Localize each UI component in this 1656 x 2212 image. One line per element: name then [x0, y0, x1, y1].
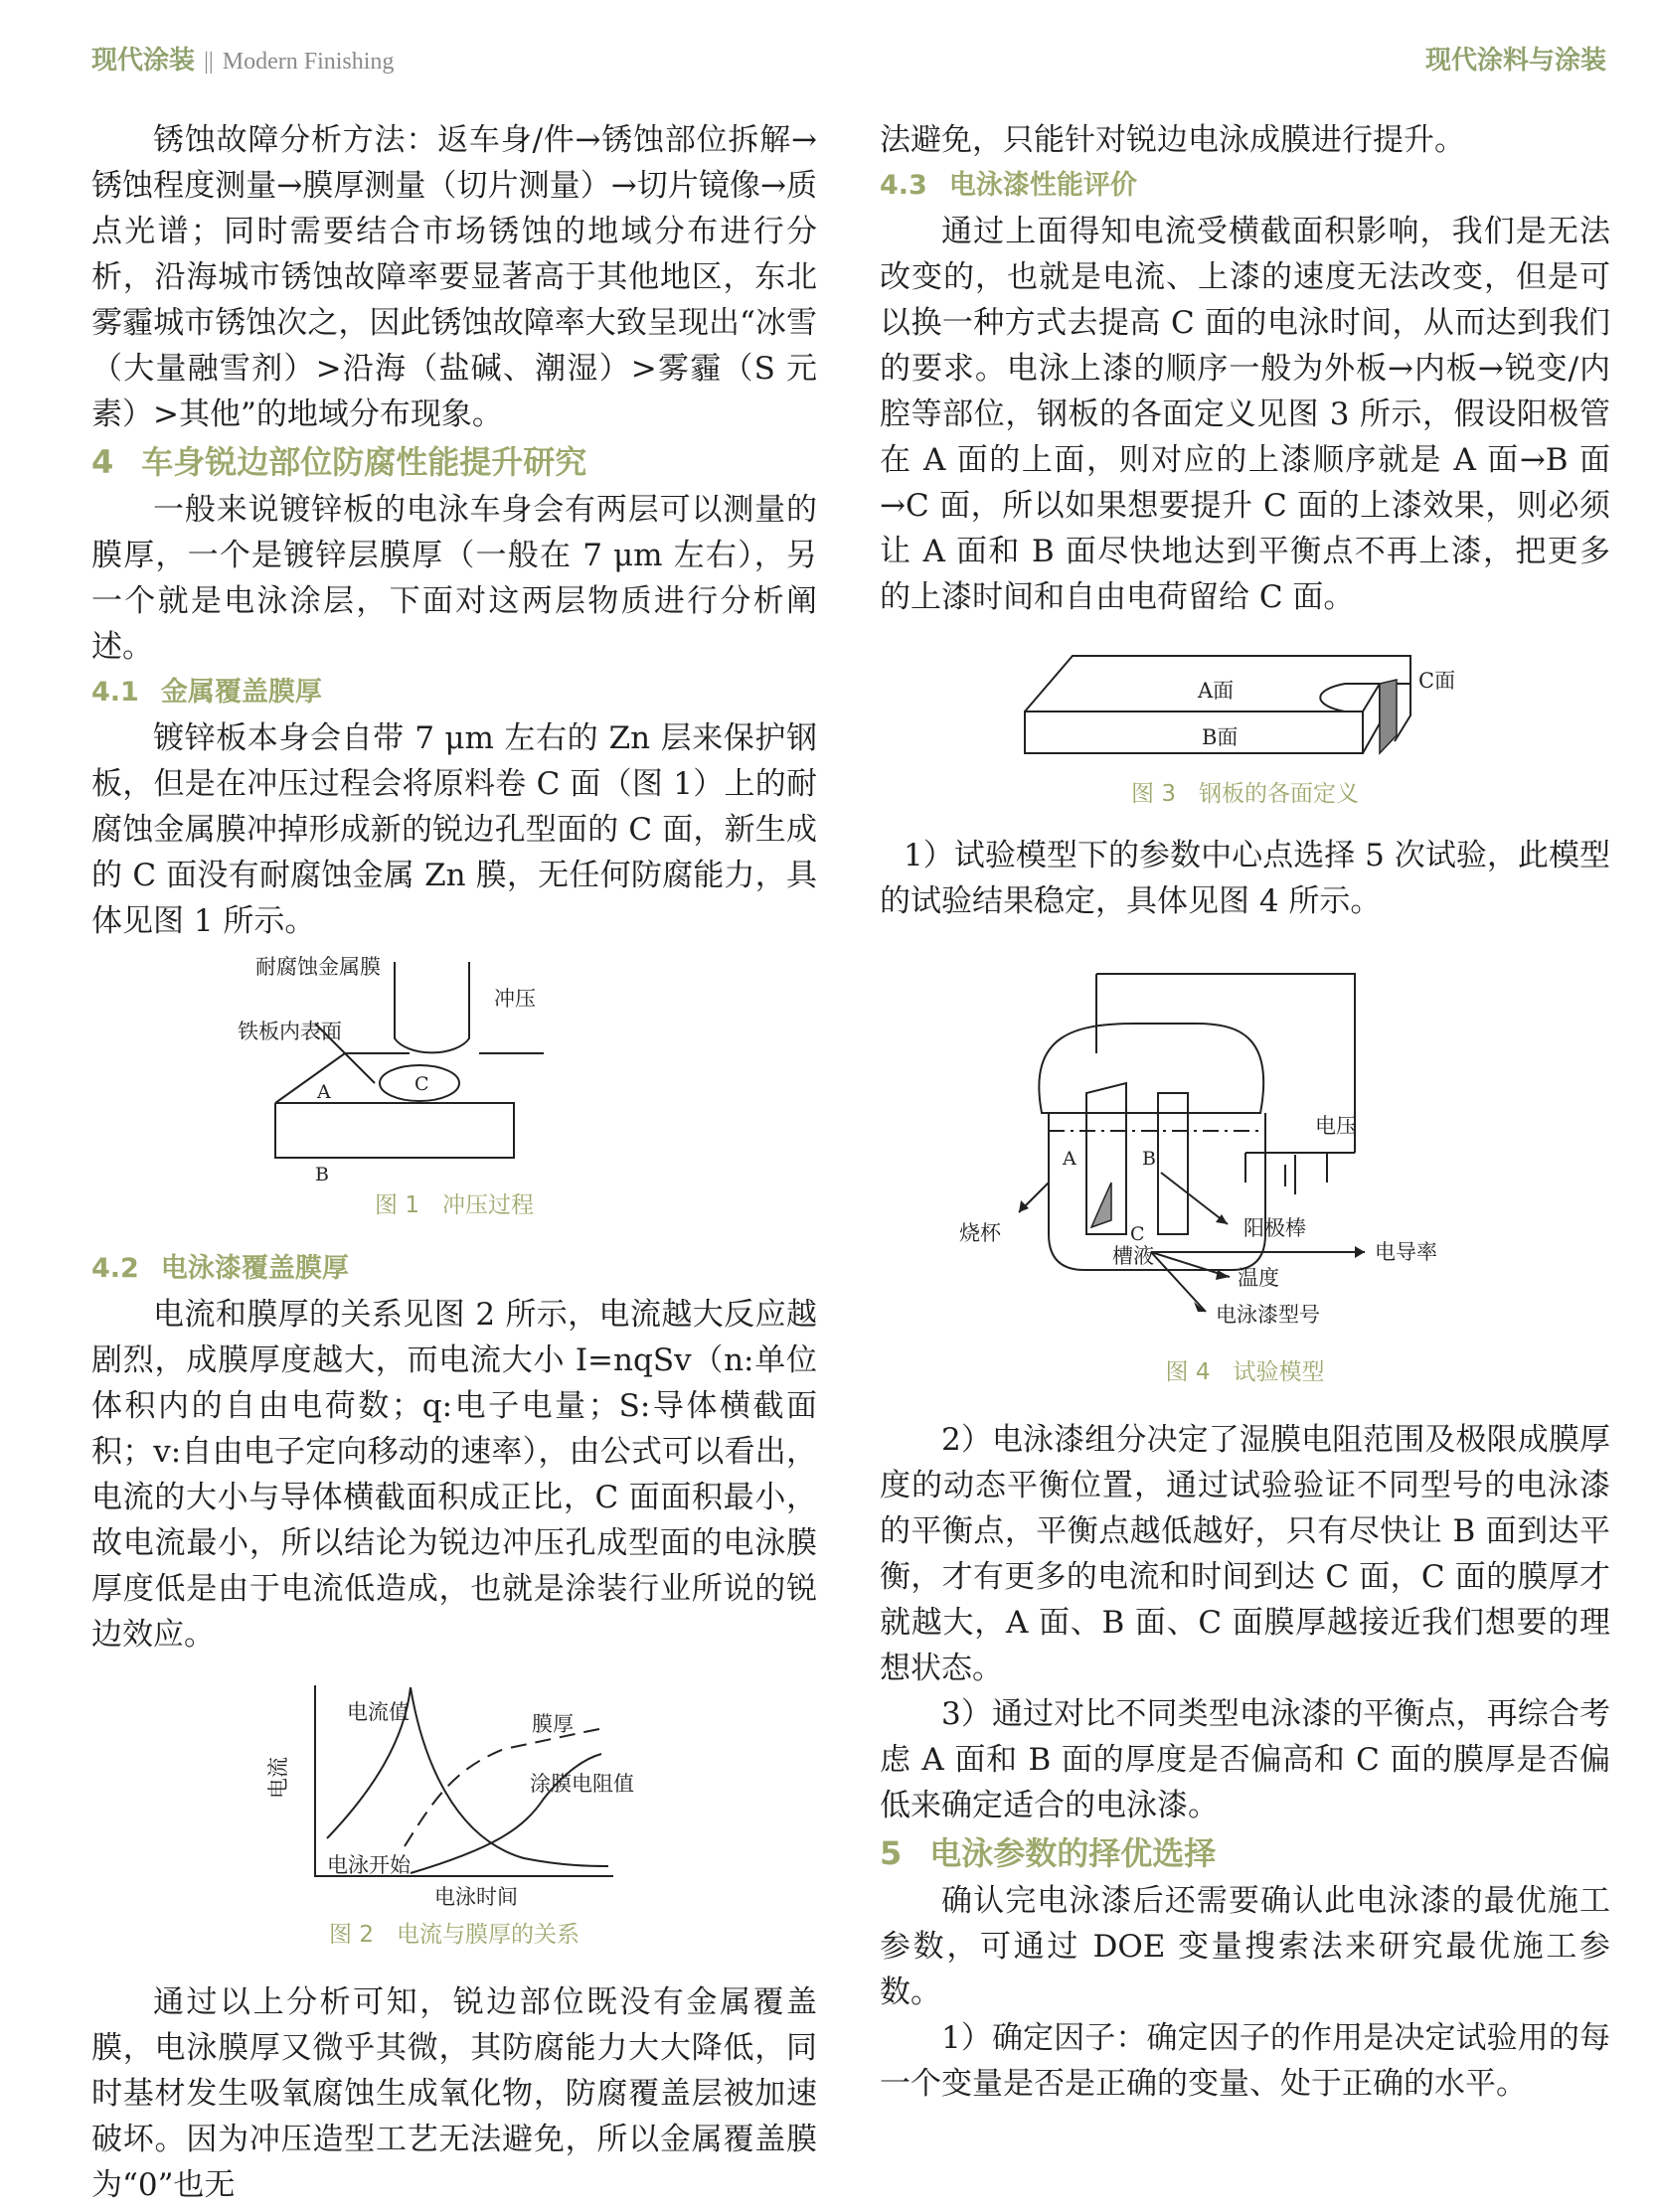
label-anode-rod: 阳极棒 [1242, 1216, 1306, 1240]
label-face-a: A面 [1197, 679, 1234, 703]
label-a: A [317, 1081, 331, 1103]
figure-3-caption: 图 3 钢板的各面定义 [1131, 781, 1359, 807]
paragraph: 通过以上分析可知，锐边部位既没有金属覆盖膜，电泳膜厚又微乎其微，其防腐能力大大降低，同时基材发生吸氧腐蚀生成氧化物，防腐覆盖层被加速破坏。因为冲压造型工艺无法避免，所以金属覆盖膜为“0”也无 [91, 1984, 817, 2203]
left-column [91, 117, 817, 2208]
label-bath: 槽液 [1111, 1244, 1154, 1268]
label-c: C [1129, 1223, 1145, 1245]
paragraph: 一般来说镀锌板的电泳车身会有两层可以测量的膜厚，一个是镀锌层膜厚（一般在 7 μm 左右），另一个就是电泳涂层，下面对这两层物质进行分析阐述。 [91, 492, 817, 665]
figure-1-punching-diagram [238, 944, 653, 1185]
section-heading-4: 4 车身锐边部位防腐性能提升研究 [91, 443, 587, 481]
journal-name-cn: 现代涂装 [91, 46, 196, 76]
paragraph: 法避免，只能针对锐边电泳成膜进行提升。 [880, 122, 1465, 158]
label-voltage: 电压 [1314, 1114, 1357, 1138]
paragraph: 锈蚀故障分析方法：返车身/件→锈蚀部位拆解→锈蚀程度测量→膜厚测量（切片测量）→切片镜像→质点光谱；同时需要结合市场锈蚀的地域分布进行分析，沿海城市锈蚀故障率要显著高于其他地区，东北雾霾城市锈蚀次之，因此锈蚀故障率大致呈现出“冰雪（大量融雪剂）>沿海（盐碱、潮湿）>雾霾（S 元素）>其他”的地域分布现象。 [91, 122, 817, 432]
label-b: B [315, 1164, 329, 1185]
label-face-c: C面 [1417, 669, 1455, 693]
header-separator: || [204, 49, 214, 75]
paragraph: 2）电泳漆组分决定了湿膜电阻范围及极限成膜厚度的动态平衡位置，通过试验验证不同型号的电泳漆的平衡点，平衡点越低越好，只有尽快让 B 面到达平衡，才有更多的电流和时间到达 C 面，C 面的膜厚才就越大，A 面、B 面、C 面膜厚越接近我们想要的理想状态。 [880, 1422, 1610, 1686]
x-axis-label: 电泳时间 [434, 1885, 518, 1909]
y-axis-label: 电流 [266, 1757, 290, 1799]
label-resistance: 涂膜电阻值 [530, 1772, 634, 1796]
right-column [880, 117, 1610, 2107]
label-paint-type: 电泳漆型号 [1215, 1303, 1320, 1327]
figure-1-caption: 图 1 冲压过程 [375, 1192, 534, 1218]
figure-4-test-model [937, 974, 1554, 1351]
paragraph: 镀锌板本身会自带 7 μm 左右的 Zn 层来保护钢板，但是在冲压过程会将原料卷 C 面（图 1）上的耐腐蚀金属膜冲掉形成新的锐边孔型面的 C 面，新生成的 C 面没有耐腐蚀金属 Zn 膜，无任何防腐能力，具体见图 1 所示。 [91, 720, 817, 939]
paragraph: 确认完电泳漆后还需要确认此电泳漆的最优施工参数，可通过 DOE 变量搜索法来研究最优施工参数。 [880, 1883, 1610, 2010]
label-thickness: 膜厚 [532, 1712, 574, 1736]
paragraph: 通过上面得知电流受横截面积影响，我们是无法改变的，也就是电流、上漆的速度无法改变，但是可以换一种方式去提高 C 面的电泳时间，从而达到我们的要求。电泳上漆的顺序一般为外板→内板→锐变/内腔等部位，钢板的各面定义见图 3 所示，假设阳极管在 A 面的上面，则对应的上漆顺序就是 A 面→B 面→C 面，所以如果想要提升 C 面的上漆效果，则必须让 A 面和 B 面尽快地达到平衡点不再上漆，把更多的上漆时间和自由电荷留给 C 面。 [880, 214, 1610, 615]
figure-2-caption: 图 2 电流与膜厚的关系 [329, 1922, 580, 1948]
label-beaker: 烧杯 [958, 1221, 1001, 1245]
paragraph: 3）通过对比不同类型电泳漆的平衡点，再综合考虑 A 面和 B 面的厚度是否偏高和 C 面的膜厚是否偏低来确定适合的电泳漆。 [880, 1696, 1610, 1823]
label-conductivity: 电导率 [1374, 1240, 1437, 1264]
paragraph: 电流和膜厚的关系见图 2 所示，电流越大反应越剧烈，成膜厚度越大，而电流大小 I=nqSv（n:单位体积内的自由电荷数；q:电子电量；S:导体横截面积；v:自由电子定向移动的速率），由公式可以看出，电流的大小与导体横截面积成正比，C 面面积最小，故电流最小，所以结论为锐边冲压孔成型面的电泳膜厚度低是由于电流低造成，也就是涂装行业所说的锐边效应。 [91, 1297, 817, 1653]
label-c: C [414, 1073, 429, 1095]
label-film: 耐腐蚀金属膜 [255, 955, 381, 979]
running-header-left [91, 40, 394, 77]
label-b: B [1141, 1148, 1156, 1170]
journal-name-en: Modern Finishing [222, 49, 395, 75]
label-inner-surface: 铁板内表面 [238, 1020, 342, 1043]
section-heading-4-3: 4.3 电泳漆性能评价 [880, 170, 1137, 201]
running-header-right: 现代涂料与涂装 [1424, 46, 1606, 76]
figure-2-current-thickness-chart [236, 1679, 673, 1908]
section-heading-5: 5 电泳参数的择优选择 [880, 1834, 1217, 1872]
label-punch: 冲压 [494, 987, 536, 1011]
label-temperature: 温度 [1237, 1266, 1279, 1290]
label-current: 电流值 [347, 1700, 410, 1724]
label-face-b: B面 [1201, 725, 1238, 749]
paragraph: 1）试验模型下的参数中心点选择 5 次试验，此模型的试验结果稳定，具体见图 4 所示。 [880, 838, 1610, 919]
section-heading-4-1: 4.1 金属覆盖膜厚 [91, 677, 322, 708]
figure-3-panel-faces [1007, 644, 1484, 763]
label-start: 电泳开始 [327, 1853, 411, 1877]
figure-4-caption: 图 4 试验模型 [1165, 1359, 1325, 1385]
paragraph: 1）确定因子：确定因子的作用是决定试验用的每一个变量是否是正确的变量、处于正确的水平。 [880, 2020, 1610, 2102]
label-a: A [1062, 1148, 1076, 1170]
section-heading-4-2: 4.2 电泳漆覆盖膜厚 [91, 1253, 349, 1284]
